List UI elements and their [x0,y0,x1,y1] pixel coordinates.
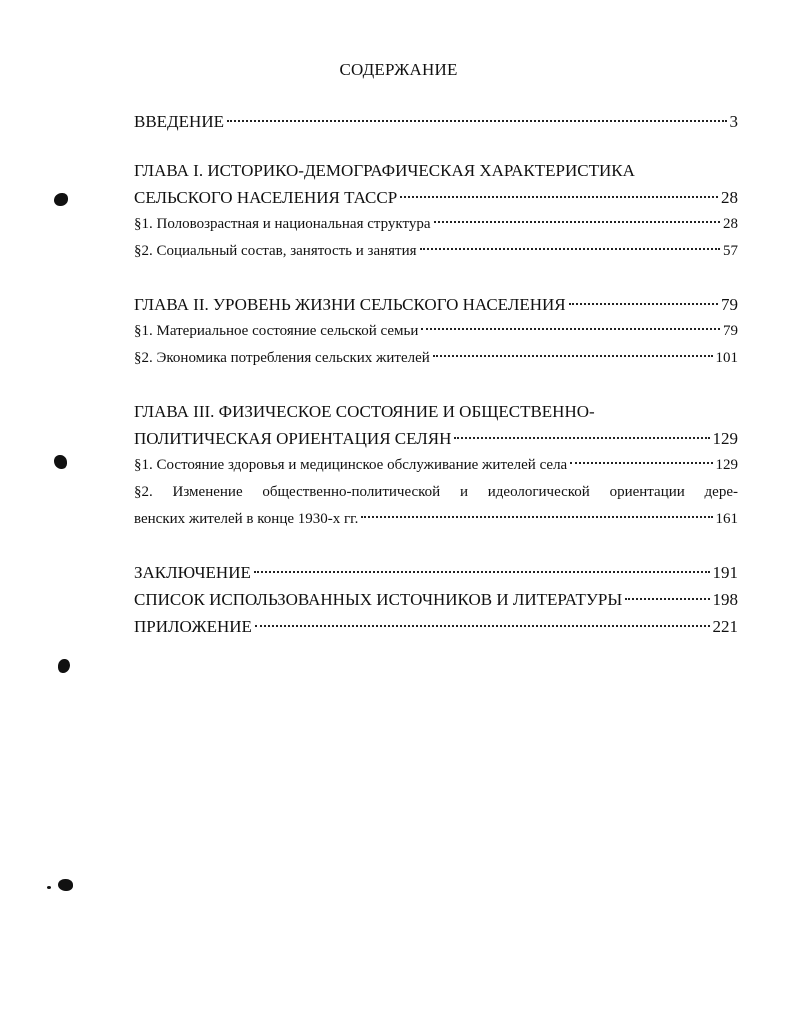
dot-leader [254,571,710,573]
punch-hole-mark [58,659,70,673]
dot-leader [570,462,712,464]
punch-hole-mark [58,879,73,891]
toc-page-number: 79 [721,295,738,314]
dot-leader [420,248,720,250]
toc-page-number: 28 [723,216,738,232]
toc-entry-chapter-2[interactable] [134,291,738,318]
dot-leader [361,516,712,518]
toc-page-number: 3 [729,112,738,131]
punch-hole-mark [54,455,67,469]
toc-entry-conclusion[interactable] [134,559,738,586]
toc-label: §1. Материальное состояние сельской семьи [134,323,419,339]
toc-chapter-1-heading: ГЛАВА I. ИСТОРИКО-ДЕМОГРАФИЧЕСКАЯ ХАРАКТЕРИСТИКА [134,161,635,180]
toc-label: ГЛАВА II. УРОВЕНЬ ЖИЗНИ СЕЛЬСКОГО НАСЕЛЕНИЯ [134,295,566,314]
toc-page-number: 79 [723,323,738,339]
dot-leader [421,328,720,330]
dot-leader [227,120,727,122]
toc-page-number: 129 [712,429,738,448]
dot-leader [433,355,713,357]
toc-entry-ch1-section-2[interactable] [134,238,738,265]
toc-entry-appendix[interactable] [134,613,738,640]
toc-page-number: 101 [715,350,738,366]
toc-label: венских жителей в конце 1930-х гг. [134,511,359,527]
toc-page-number: 161 [715,511,738,527]
toc-page-number: 57 [723,243,738,259]
toc-label: ПОЛИТИЧЕСКАЯ ОРИЕНТАЦИЯ СЕЛЯН [134,429,452,448]
toc-label: СПИСОК ИСПОЛЬЗОВАННЫХ ИСТОЧНИКОВ И ЛИТЕРАТУРЫ [134,590,623,609]
dot-leader [255,625,710,627]
toc-label: ВВЕДЕНИЕ [134,112,224,131]
toc-entry-sources[interactable] [134,586,738,613]
toc-label: §1. Половозрастная и национальная структура [134,216,431,232]
punch-hole-mark [47,886,51,889]
toc-ch3-section-2-heading: §2. Изменение общественно-политической и идеологической ориентации дере- [134,484,738,500]
dot-leader [569,303,718,305]
toc-entry-ch3-section-2[interactable] [134,506,738,533]
toc-page-number: 198 [712,590,738,609]
toc-page-number: 221 [712,617,738,636]
punch-hole-mark [54,193,68,206]
toc-label: §2. Социальный состав, занятость и занятия [134,243,417,259]
toc-label: ЗАКЛЮЧЕНИЕ [134,563,251,582]
toc-entry-ch3-section-1[interactable] [134,452,738,479]
dot-leader [454,437,709,439]
toc-page-number: 129 [715,457,738,473]
table-of-contents [134,108,738,640]
toc-entry-ch2-section-1[interactable] [134,318,738,345]
dot-leader [625,598,709,600]
dot-leader [434,221,720,223]
toc-label: ПРИЛОЖЕНИЕ [134,617,252,636]
toc-entry-chapter-3[interactable] [134,425,738,452]
toc-entry-introduction[interactable] [134,108,738,135]
toc-page-number: 191 [712,563,738,582]
toc-chapter-3-heading: ГЛАВА III. ФИЗИЧЕСКОЕ СОСТОЯНИЕ И ОБЩЕСТВЕННО- [134,402,595,421]
toc-page-number: 28 [721,188,738,207]
toc-entry-ch2-section-2[interactable] [134,345,738,372]
toc-label: §2. Экономика потребления сельских жителей [134,350,430,366]
toc-entry-chapter-1[interactable] [134,184,738,211]
toc-entry-ch1-section-1[interactable] [134,211,738,238]
toc-label: §1. Состояние здоровья и медицинское обслуживание жителей села [134,457,568,473]
page-title: СОДЕРЖАНИЕ [339,60,458,79]
dot-leader [400,196,718,198]
toc-label: СЕЛЬСКОГО НАСЕЛЕНИЯ ТАССР [134,188,398,207]
